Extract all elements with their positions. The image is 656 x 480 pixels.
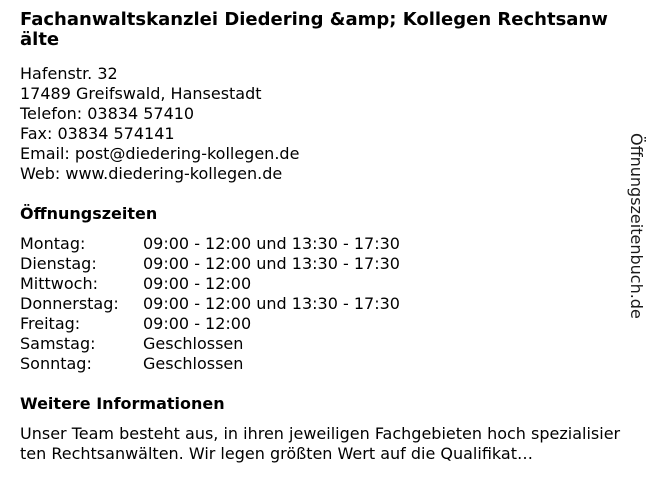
hours-row-sunday <box>20 354 400 374</box>
opening-hours-heading: Öffnungszeiten <box>20 204 158 223</box>
street-line: Hafenstr. 32 <box>20 64 118 83</box>
hours-day: Dienstag: <box>20 254 97 273</box>
email-line: Email: post@diedering-kollegen.de <box>20 144 300 163</box>
hours-time: Geschlossen <box>143 354 244 373</box>
hours-day: Freitag: <box>20 314 81 333</box>
hours-time: 09:00 - 12:00 und 13:30 - 17:30 <box>143 294 400 313</box>
hours-day: Sonntag: <box>20 354 92 373</box>
hours-row-wednesday <box>20 274 400 294</box>
city-line: 17489 Greifswald, Hansestadt <box>20 84 262 103</box>
hours-row-saturday <box>20 334 400 354</box>
hours-day: Samstag: <box>20 334 96 353</box>
address-block <box>20 64 299 184</box>
fax-line: Fax: 03834 574141 <box>20 124 175 143</box>
further-info-text: Unser Team besteht aus, in ihren jeweiligen Fachgebieten hoch spezialisierten Rechtsanwälten. Wir legen größten Wert auf die Qualifikat… <box>20 424 621 463</box>
hours-row-thursday <box>20 294 400 314</box>
hours-time: 09:00 - 12:00 <box>143 314 252 333</box>
hours-time: 09:00 - 12:00 und 13:30 - 17:30 <box>143 254 400 273</box>
phone-line: Telefon: 03834 57410 <box>20 104 195 123</box>
office-name: Fachanwaltskanzlei Diedering &amp; Kollegen Rechtsanwälte <box>20 9 608 50</box>
site-watermark: Öffnungszeitenbuch.de <box>627 133 646 319</box>
hours-day: Montag: <box>20 234 86 253</box>
hours-time: Geschlossen <box>143 334 244 353</box>
hours-row-friday <box>20 314 400 334</box>
hours-day: Donnerstag: <box>20 294 119 313</box>
further-info-heading: Weitere Informationen <box>20 394 225 413</box>
opening-hours-list <box>20 234 400 374</box>
web-line: Web: www.diedering-kollegen.de <box>20 164 283 183</box>
hours-row-tuesday <box>20 254 400 274</box>
hours-time: 09:00 - 12:00 und 13:30 - 17:30 <box>143 234 400 253</box>
hours-day: Mittwoch: <box>20 274 98 293</box>
hours-time: 09:00 - 12:00 <box>143 274 252 293</box>
hours-row-monday <box>20 234 400 254</box>
